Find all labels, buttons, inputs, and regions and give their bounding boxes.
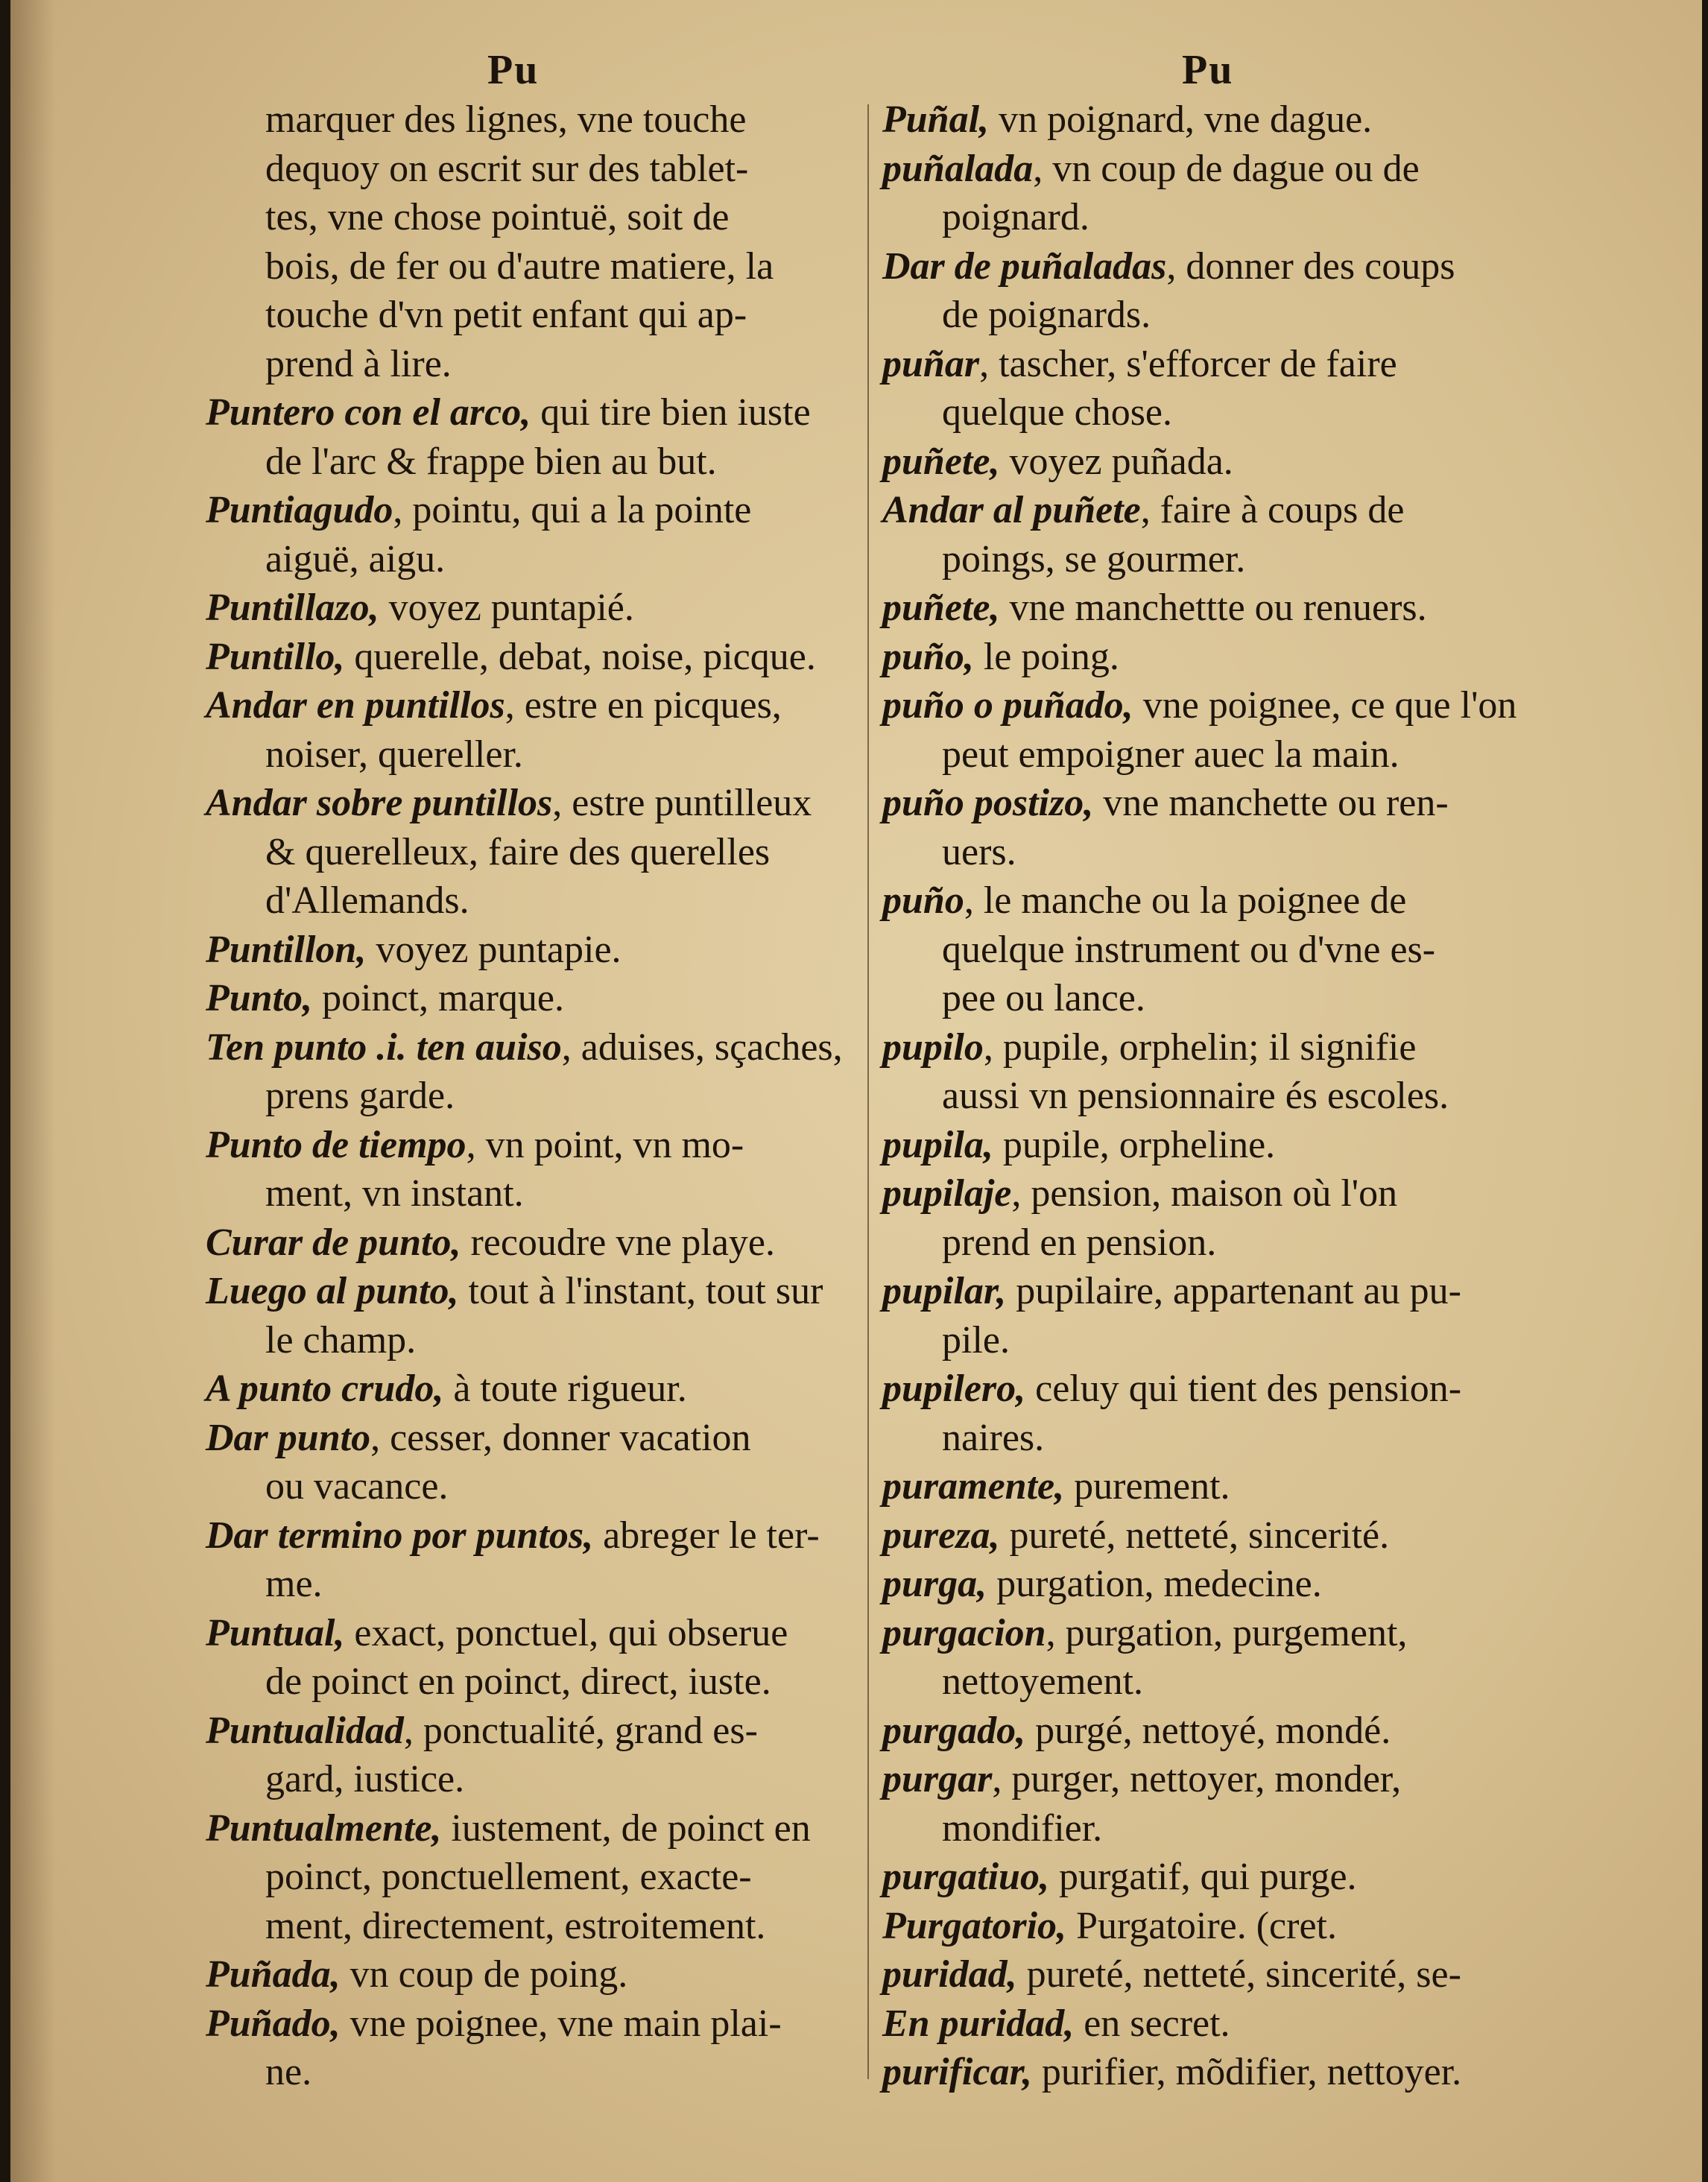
entry-line	[206, 1657, 876, 1707]
entry-line	[206, 1316, 876, 1365]
definition-text: aussi vn pensionnaire és escoles.	[942, 1075, 1449, 1117]
definition-text: poinct, marque.	[312, 977, 564, 1019]
definition-text: de poignards.	[942, 294, 1151, 336]
headword: pupilo	[882, 1025, 984, 1069]
definition-text: ne.	[265, 2051, 312, 2093]
definition-text: , aduises, sçaches,	[561, 1025, 843, 1069]
running-head-right: Pu	[1182, 47, 1234, 93]
entry-line	[206, 1218, 876, 1268]
headword: puño o puñado,	[882, 684, 1133, 727]
headword: Punto,	[206, 977, 313, 1019]
definition-text: voyez puñada.	[999, 440, 1233, 483]
definition-text: d'Allemands.	[265, 879, 469, 922]
entry-line	[206, 1414, 876, 1463]
definition-text: pureté, netteté, sincerité.	[999, 1514, 1390, 1557]
entry-line	[882, 1950, 1598, 1999]
entry-line	[882, 340, 1598, 389]
headword: Puñal,	[882, 98, 990, 141]
definition-text: , le manche ou la poignee de	[964, 879, 1407, 922]
entry-line	[206, 1609, 876, 1658]
entry-line	[882, 1511, 1598, 1560]
entry-line	[206, 584, 876, 633]
definition-text: le champ.	[265, 1318, 417, 1362]
entry-line	[882, 1414, 1598, 1463]
entry-line	[882, 95, 1598, 145]
definition-text: purgation, medecine.	[987, 1563, 1322, 1605]
column-rule	[867, 104, 869, 2079]
headword: pupilero,	[882, 1367, 1026, 1410]
definition-text: , vn coup de dague ou de	[1033, 147, 1420, 190]
entry-line	[882, 291, 1598, 340]
definition-text: voyez puntapié.	[379, 586, 634, 629]
entry-line	[882, 1316, 1598, 1365]
entry-line	[882, 974, 1598, 1023]
definition-text: , purger, nettoyer, monder,	[992, 1758, 1402, 1800]
entry-line	[206, 1804, 876, 1853]
entry-line	[206, 1462, 876, 1511]
headword: Purgatorio,	[882, 1904, 1067, 1947]
entry-line	[882, 486, 1598, 535]
headword: puño	[882, 879, 964, 922]
definition-text: pupile, orpheline.	[993, 1123, 1276, 1166]
entry-line	[882, 876, 1598, 926]
entry-line	[206, 876, 876, 926]
entry-line	[882, 681, 1598, 730]
definition-text: prend en pension.	[942, 1221, 1217, 1264]
definition-text: vne poignee, vne main plai-	[340, 2002, 782, 2045]
definition-text: purement.	[1064, 1465, 1230, 1508]
headword: Dar punto	[206, 1416, 371, 1459]
entry-line	[206, 1853, 876, 1902]
headword: Andar al puñete	[882, 489, 1141, 531]
entry-line	[206, 340, 876, 389]
entry-line	[206, 1121, 876, 1170]
entry-line	[206, 1755, 876, 1804]
headword: Puntual,	[206, 1611, 345, 1654]
entry-line	[882, 193, 1598, 242]
headword: puñar	[882, 342, 980, 385]
entry-line	[206, 2048, 876, 2097]
headword: Puntero con el arco,	[206, 391, 531, 434]
definition-text: , pension, maison où l'on	[1011, 1172, 1398, 1215]
entry-line	[206, 1267, 876, 1316]
entry-line	[206, 779, 876, 828]
definition-text: , vn point, vn mo-	[466, 1123, 744, 1166]
definition-text: purifier, mõdifier, nettoyer.	[1031, 2051, 1462, 2093]
definition-text: prend à lire.	[265, 342, 452, 385]
headword: purificar,	[882, 2051, 1032, 2093]
definition-text: touche d'vn petit enfant qui ap-	[265, 294, 747, 336]
headword: Puntillon,	[206, 928, 367, 971]
headword: Puntualmente,	[206, 1806, 442, 1850]
entry-line	[206, 535, 876, 584]
headword: Dar termino por puntos,	[206, 1514, 594, 1557]
entry-line	[882, 2048, 1598, 2097]
definition-text: , estre en picques,	[505, 684, 782, 727]
definition-text: naires.	[942, 1416, 1045, 1459]
entry-line	[206, 974, 876, 1023]
definition-text: vne manchettte ou renuers.	[999, 586, 1427, 629]
entry-line	[206, 1072, 876, 1121]
entry-line	[206, 145, 876, 194]
headword: puñalada	[882, 147, 1034, 190]
entry-line	[882, 633, 1598, 682]
headword: purga,	[882, 1563, 987, 1605]
definition-text: le poing.	[973, 635, 1119, 678]
definition-text: vn coup de poing.	[340, 1953, 628, 1996]
headword: Puntillo,	[206, 635, 345, 678]
entry-line	[206, 1999, 876, 2049]
entry-line	[882, 1755, 1598, 1804]
headword: Puntiagudo	[206, 489, 393, 531]
gutter-shadow	[10, 0, 55, 2182]
definition-text: & querelleux, faire des querelles	[265, 830, 771, 873]
definition-text: bois, de fer ou d'autre matiere, la	[265, 244, 774, 288]
entry-line	[882, 1169, 1598, 1218]
definition-text: de l'arc & frappe bien au but.	[265, 440, 717, 483]
definition-text: dequoy on escrit sur des tablet-	[265, 147, 749, 190]
headword: puñete,	[882, 586, 1000, 629]
entry-line	[882, 1364, 1598, 1414]
headword: pupilar,	[882, 1270, 1007, 1312]
entry-line	[206, 388, 876, 437]
headword: puramente,	[882, 1465, 1065, 1508]
definition-text: prens garde.	[265, 1075, 455, 1117]
entry-line	[206, 926, 876, 975]
headword: pupila,	[882, 1123, 993, 1166]
definition-text: tout à l'instant, tout sur	[458, 1270, 823, 1312]
definition-text: , tascher, s'efforcer de faire	[979, 342, 1397, 385]
entry-line	[882, 779, 1598, 828]
definition-text: exact, ponctuel, qui obserue	[344, 1611, 788, 1654]
definition-text: voyez puntapie.	[366, 928, 621, 971]
definition-text: mondifier.	[942, 1806, 1103, 1850]
entry-line	[882, 828, 1598, 877]
entry-line	[882, 584, 1598, 633]
definition-text: uers.	[942, 830, 1016, 873]
entry-line	[206, 1707, 876, 1756]
entry-line	[206, 730, 876, 779]
definition-text: de poinct en poinct, direct, iuste.	[265, 1660, 771, 1703]
definition-text: , faire à coups de	[1140, 489, 1405, 531]
definition-text: tes, vne chose pointuë, soit de	[265, 196, 730, 238]
definition-text: querelle, debat, noise, picque.	[344, 635, 816, 678]
definition-text: qui tire bien iuste	[531, 391, 811, 434]
entry-line	[882, 730, 1598, 779]
running-head-left: Pu	[487, 47, 540, 93]
headword: Punto de tiempo	[206, 1123, 466, 1166]
headword: Puntillazo,	[206, 586, 379, 629]
entry-line	[882, 1609, 1598, 1658]
definition-text: poinct, ponctuellement, exacte-	[265, 1856, 752, 1898]
definition-text: poings, se gourmer.	[942, 537, 1246, 581]
definition-text: aiguë, aigu.	[265, 537, 446, 581]
headword: purgatiuo,	[882, 1856, 1049, 1898]
definition-text: vne manchette ou ren-	[1093, 782, 1449, 824]
entry-line	[882, 242, 1598, 291]
entry-line	[206, 193, 876, 242]
entry-line	[882, 1072, 1598, 1121]
definition-text: , estre puntilleux	[552, 782, 812, 824]
entry-line	[882, 926, 1598, 975]
definition-text: Purgatoire. (cret.	[1066, 1904, 1337, 1947]
entry-line	[882, 1121, 1598, 1170]
definition-text: , ponctualité, grand es-	[403, 1709, 758, 1752]
entry-line	[206, 1364, 876, 1414]
entry-line	[882, 1804, 1598, 1853]
entry-line	[882, 1218, 1598, 1268]
entry-line	[206, 1023, 876, 1072]
definition-text: celuy qui tient des pension-	[1025, 1367, 1462, 1410]
definition-text: pureté, netteté, sincerité, se-	[1016, 1953, 1461, 1996]
entry-line	[882, 1267, 1598, 1316]
definition-text: , pointu, qui a la pointe	[393, 489, 752, 531]
headword: pureza,	[882, 1514, 1000, 1557]
definition-text: vn poignard, vne dague.	[989, 98, 1373, 141]
entry-line	[882, 1999, 1598, 2049]
definition-text: iustement, de poinct en	[441, 1806, 811, 1850]
headword: Puntualidad	[206, 1709, 404, 1752]
entry-line	[206, 828, 876, 877]
entry-line	[882, 388, 1598, 437]
headword: Puñado,	[206, 2002, 341, 2045]
entry-line	[882, 1707, 1598, 1756]
entry-line	[882, 1023, 1598, 1072]
entry-line	[882, 1560, 1598, 1609]
definition-text: , donner des coups	[1166, 244, 1455, 288]
definition-text: me.	[265, 1563, 323, 1605]
definition-text: pee ou lance.	[942, 977, 1145, 1019]
definition-text: , pupile, orphelin; il signifie	[983, 1025, 1417, 1069]
headword: purgacion	[882, 1611, 1046, 1654]
entry-line	[882, 1902, 1598, 1951]
definition-text: ou vacance.	[265, 1465, 449, 1508]
headword: Andar sobre puntillos	[206, 782, 553, 824]
dictionary-page	[10, 0, 1702, 2182]
headword: Ten punto .i. ten auiso	[206, 1025, 562, 1069]
definition-text: purgatif, qui purge.	[1048, 1856, 1357, 1898]
right-column	[882, 95, 1598, 2097]
headword: pupilaje	[882, 1172, 1012, 1215]
entry-line	[882, 437, 1598, 487]
definition-text: marquer des lignes, vne touche	[265, 98, 747, 141]
headword: purgado,	[882, 1709, 1026, 1752]
entry-line	[882, 145, 1598, 194]
headword: Curar de punto,	[206, 1221, 461, 1264]
definition-text: , cesser, donner vacation	[370, 1416, 751, 1459]
definition-text: nettoyement.	[942, 1660, 1144, 1703]
entry-line	[206, 291, 876, 340]
definition-text: peut empoigner auec la main.	[942, 733, 1399, 776]
definition-text: pupilaire, appartenant au pu-	[1006, 1270, 1461, 1312]
definition-text: purgé, nettoyé, mondé.	[1025, 1709, 1391, 1752]
entry-line	[882, 1657, 1598, 1707]
headword: puridad,	[882, 1953, 1017, 1996]
definition-text: pile.	[942, 1318, 1010, 1362]
definition-text: , purgation, purgement,	[1046, 1611, 1408, 1654]
headword: puño,	[882, 635, 974, 678]
entry-line	[206, 681, 876, 730]
definition-text: quelque chose.	[942, 391, 1173, 434]
entry-line	[206, 1169, 876, 1218]
headword: Dar de puñaladas	[882, 244, 1167, 288]
entry-line	[206, 95, 876, 145]
definition-text: ment, vn instant.	[265, 1172, 524, 1215]
headword: purgar	[882, 1758, 993, 1800]
entry-line	[206, 242, 876, 291]
headword: Luego al punto,	[206, 1270, 459, 1312]
definition-text: gard, iustice.	[265, 1758, 465, 1800]
headword: puñete,	[882, 440, 1000, 483]
headword: A punto crudo,	[206, 1367, 444, 1410]
definition-text: noiser, quereller.	[265, 733, 523, 776]
left-column	[206, 95, 876, 2097]
definition-text: recoudre vne playe.	[461, 1221, 776, 1264]
entry-line	[206, 633, 876, 682]
headword: Andar en puntillos	[206, 684, 505, 727]
definition-text: quelque instrument ou d'vne es-	[942, 928, 1436, 971]
definition-text: abreger le ter-	[593, 1514, 820, 1557]
entry-line	[882, 1853, 1598, 1902]
definition-text: vne poignee, ce que l'on	[1133, 684, 1517, 727]
definition-text: à toute rigueur.	[443, 1367, 687, 1410]
entry-line	[206, 1511, 876, 1560]
headword: puño postizo,	[882, 782, 1094, 824]
entry-line	[206, 1950, 876, 1999]
entry-line	[206, 1902, 876, 1951]
entry-line	[206, 486, 876, 535]
entry-line	[206, 1560, 876, 1609]
definition-text: ment, directement, estroitement.	[265, 1904, 766, 1947]
definition-text: en secret.	[1074, 2002, 1230, 2045]
entry-line	[206, 437, 876, 487]
entry-line	[882, 1462, 1598, 1511]
entry-line	[882, 535, 1598, 584]
definition-text: poignard.	[942, 196, 1089, 238]
headword: Puñada,	[206, 1953, 341, 1996]
headword: En puridad,	[882, 2002, 1075, 2045]
